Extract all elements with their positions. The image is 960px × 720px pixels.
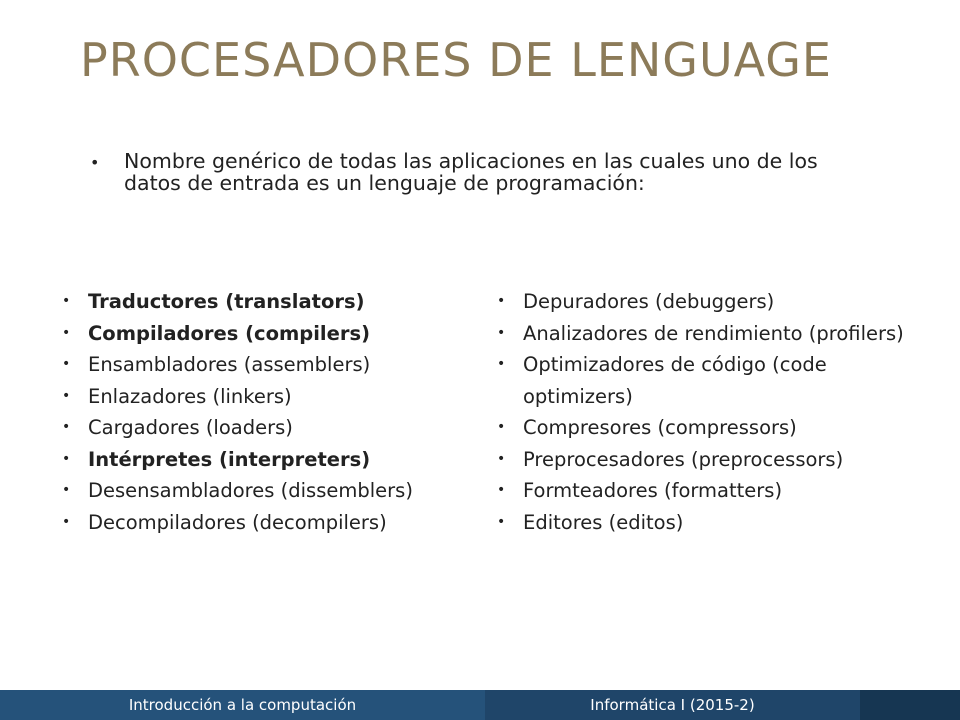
list-item: [497, 507, 907, 539]
list-item-text: Formteadores (formatters): [523, 479, 783, 502]
list-item: [497, 349, 907, 412]
list-item-text: Compiladores (compilers): [88, 321, 370, 345]
bullet-icon: •: [497, 482, 506, 498]
bullet-icon: •: [62, 482, 71, 498]
bullet-icon: •: [62, 387, 71, 404]
bullet-icon: •: [62, 450, 71, 467]
list-item-text: Analizadores de rendimiento (profilers): [523, 321, 904, 345]
list-item: [62, 444, 472, 476]
footer-course-label: Introducción a la computación: [128, 696, 357, 714]
slide-title: PROCESADORES DE LENGUAGE: [80, 33, 832, 87]
bullet-icon: •: [90, 153, 100, 172]
bullet-icon: •: [497, 324, 506, 341]
list-item: [62, 318, 472, 350]
list-item: [62, 475, 472, 507]
list-item: [62, 286, 472, 318]
list-item-text: Ensambladores (assemblers): [88, 353, 371, 376]
bullet-icon: •: [497, 513, 506, 530]
bullet-icon: •: [62, 324, 71, 341]
bullet-icon: •: [62, 293, 71, 309]
left-list: [62, 286, 472, 538]
bullet-icon: •: [497, 419, 506, 435]
list-item-text: Traductores (translators): [88, 290, 365, 313]
footer-bar: [0, 690, 960, 720]
list-item-text: Editores (editos): [523, 510, 684, 534]
intro-paragraph: [90, 150, 870, 194]
list-item: [497, 475, 907, 507]
list-item: [62, 412, 472, 444]
intro-text: Nombre genérico de todas las aplicaciones en las cuales uno de los datos de entrada es un lenguaje de programación:: [124, 149, 818, 195]
right-list: [497, 286, 907, 538]
list-item: [497, 412, 907, 444]
list-item: [497, 318, 907, 350]
bullet-icon: •: [497, 356, 506, 372]
list-item-text: Compresores (compressors): [523, 416, 797, 439]
list-item-text: Intérpretes (interpreters): [88, 447, 371, 471]
footer-course: [0, 690, 485, 720]
bullet-icon: •: [62, 419, 71, 435]
footer-term-label: Informática I (2015-2): [590, 696, 755, 714]
list-item-text: Preprocesadores (preprocessors): [523, 447, 844, 471]
list-item-text: Enlazadores (linkers): [88, 384, 292, 408]
list-item-text: Decompiladores (decompilers): [88, 510, 387, 534]
list-item: [62, 349, 472, 381]
list-item-text: Desensambladores (dissemblers): [88, 479, 413, 502]
list-item-text: Optimizadores de código (code optimizers): [523, 353, 827, 408]
list-item-text: Depuradores (debuggers): [523, 290, 775, 313]
list-item: [62, 507, 472, 539]
list-item: [62, 381, 472, 413]
list-item-text: Cargadores (loaders): [88, 416, 293, 439]
list-item: [497, 286, 907, 318]
bullet-icon: •: [497, 293, 506, 309]
bullet-icon: •: [62, 513, 71, 530]
footer-term: [485, 690, 860, 720]
footer-accent: [860, 690, 960, 720]
list-item: [497, 444, 907, 476]
bullet-icon: •: [497, 450, 506, 467]
bullet-icon: •: [62, 356, 71, 372]
